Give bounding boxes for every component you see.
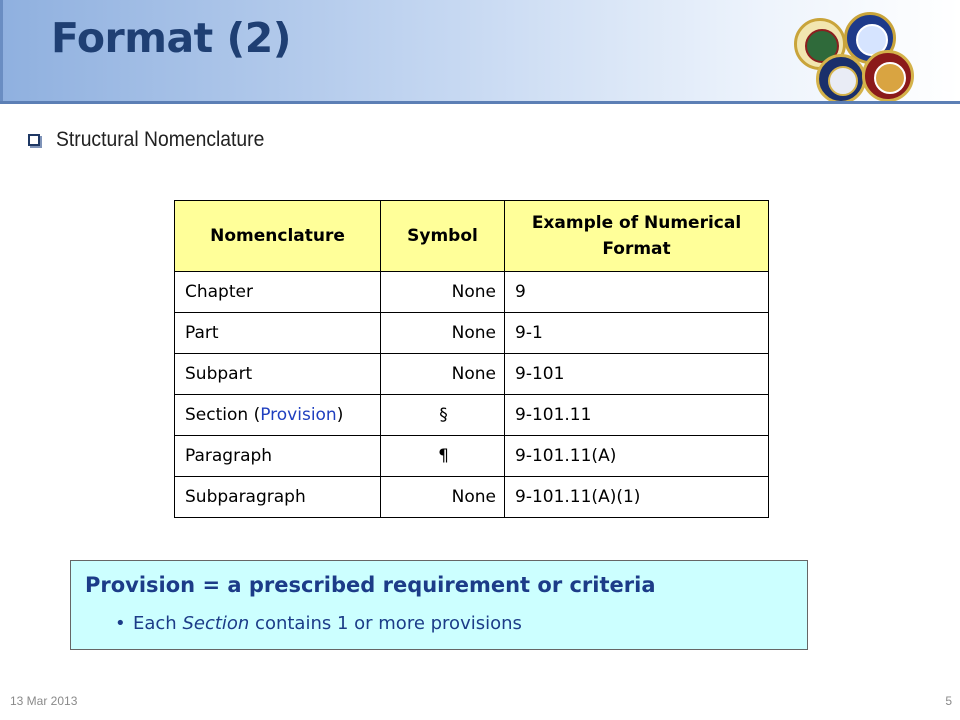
callout-bullet-prefix: Each (133, 613, 183, 634)
callout-bullet-emphasis: Section (182, 613, 250, 634)
table-row (175, 395, 769, 436)
paragraph-symbol: ¶ (381, 436, 505, 477)
cell-example: 9-101.11 (505, 395, 769, 436)
navy-seal-icon (816, 54, 866, 104)
callout-bullet (115, 613, 522, 634)
cell-nomenclature: Part (175, 313, 381, 354)
checkbox-bullet-icon (28, 134, 40, 146)
military-seals (794, 10, 914, 102)
table-row (175, 477, 769, 518)
cell-example: 9-101.11(A) (505, 436, 769, 477)
cell-example: 9 (505, 272, 769, 313)
cell-symbol: None (381, 477, 505, 518)
cell-symbol: None (381, 354, 505, 395)
nomenclature-close-paren: ) (336, 405, 344, 425)
bullet-text: Structural Nomenclature (56, 128, 265, 151)
cell-example: 9-101.11(A)(1) (505, 477, 769, 518)
cell-symbol: None (381, 272, 505, 313)
marine-corps-seal-icon (862, 50, 914, 102)
table-row (175, 272, 769, 313)
cell-nomenclature: Chapter (175, 272, 381, 313)
header-example (505, 201, 769, 272)
page-title: Format (2) (51, 14, 291, 62)
provision-highlight: Provision (260, 405, 337, 425)
cell-nomenclature (175, 395, 381, 436)
cell-example: 9-1 (505, 313, 769, 354)
table-row (175, 436, 769, 477)
cell-nomenclature: Subpart (175, 354, 381, 395)
header-nomenclature: Nomenclature (175, 201, 381, 272)
bullet-dot-icon: • (115, 613, 126, 634)
bullet-structural-nomenclature (28, 128, 282, 152)
header-symbol: Symbol (381, 201, 505, 272)
callout-bullet-suffix: contains 1 or more provisions (249, 613, 522, 634)
callout-heading: Provision = a prescribed requirement or criteria (85, 573, 656, 597)
provision-callout-box (70, 560, 808, 650)
header-example-line1: Example of Numerical (531, 213, 742, 233)
cell-example: 9-101 (505, 354, 769, 395)
footer-date: 13 Mar 2013 (10, 694, 78, 708)
table-header-row (175, 201, 769, 272)
cell-nomenclature: Paragraph (175, 436, 381, 477)
title-bar (0, 0, 960, 104)
table-row (175, 313, 769, 354)
cell-symbol: None (381, 313, 505, 354)
cell-nomenclature: Subparagraph (175, 477, 381, 518)
section-symbol: § (381, 395, 505, 436)
table-row (175, 354, 769, 395)
header-example-line2: Format (602, 239, 671, 259)
nomenclature-table (174, 200, 769, 518)
nomenclature-section: Section ( (185, 405, 261, 425)
page-number: 5 (945, 694, 952, 708)
